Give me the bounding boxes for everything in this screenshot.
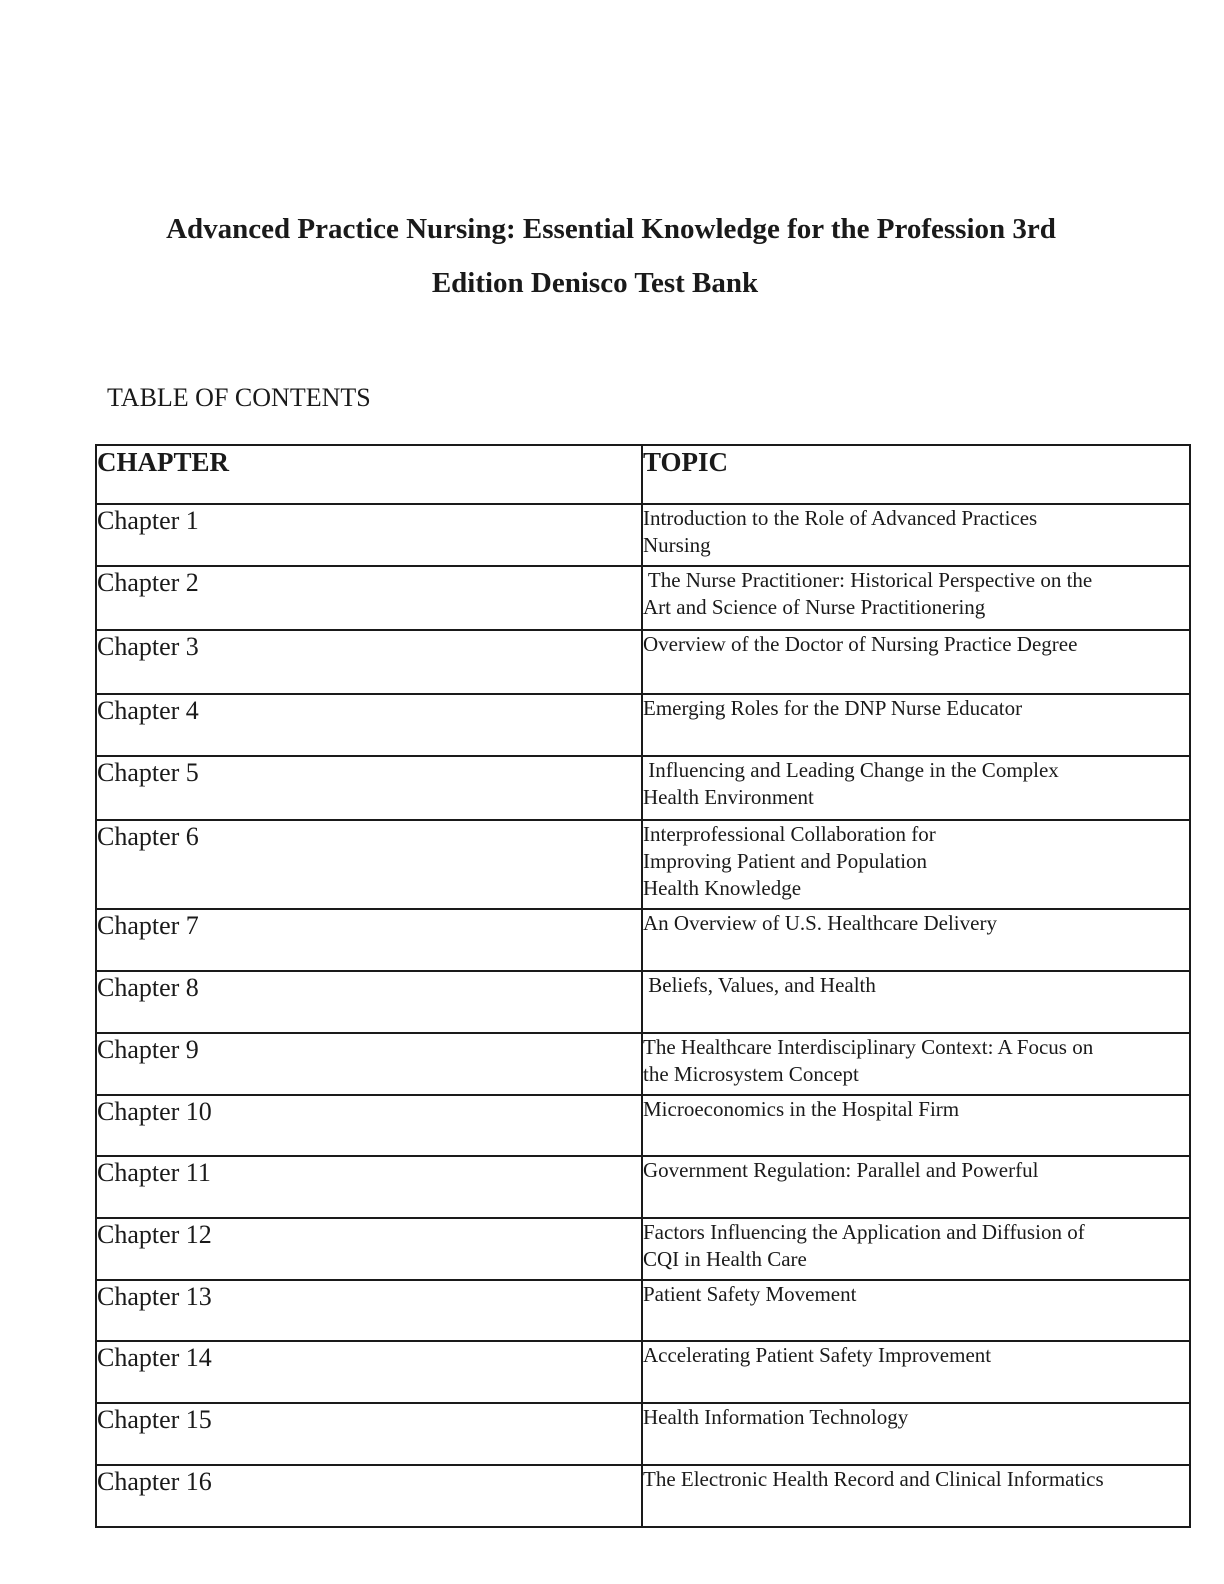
chapter-cell: Chapter 5 bbox=[96, 756, 642, 820]
chapter-cell: Chapter 8 bbox=[96, 971, 642, 1033]
topic-cell: Introduction to the Role of Advanced Practices Nursing bbox=[642, 504, 1190, 566]
topic-cell: Factors Influencing the Application and Diffusion of CQI in Health Care bbox=[642, 1218, 1190, 1280]
chapter-cell: Chapter 15 bbox=[96, 1403, 642, 1465]
toc-table bbox=[95, 444, 1191, 1528]
table-row bbox=[96, 1403, 1190, 1465]
document-title-line-1: Advanced Practice Nursing: Essential Knowledge for the Profession 3rd bbox=[166, 213, 1056, 245]
header-topic: TOPIC bbox=[642, 445, 1190, 504]
topic-cell: Beliefs, Values, and Health bbox=[642, 971, 1190, 1033]
table-row bbox=[96, 694, 1190, 756]
topic-cell: Emerging Roles for the DNP Nurse Educator bbox=[642, 694, 1190, 756]
toc-heading: TABLE OF CONTENTS bbox=[107, 383, 371, 412]
chapter-cell: Chapter 12 bbox=[96, 1218, 642, 1280]
chapter-cell: Chapter 3 bbox=[96, 630, 642, 694]
topic-cell: The Healthcare Interdisciplinary Context: A Focus on the Microsystem Concept bbox=[642, 1033, 1190, 1095]
topic-cell: Government Regulation: Parallel and Powerful bbox=[642, 1156, 1190, 1218]
table-row bbox=[96, 1341, 1190, 1403]
table-row bbox=[96, 971, 1190, 1033]
topic-cell: The Nurse Practitioner: Historical Perspective on the Art and Science of Nurse Practitionering bbox=[642, 566, 1190, 630]
chapter-cell: Chapter 2 bbox=[96, 566, 642, 630]
toc-header-row bbox=[96, 445, 1190, 504]
topic-cell: The Electronic Health Record and Clinical Informatics bbox=[642, 1465, 1190, 1527]
table-row bbox=[96, 1156, 1190, 1218]
chapter-cell: Chapter 16 bbox=[96, 1465, 642, 1527]
table-row bbox=[96, 630, 1190, 694]
chapter-cell: Chapter 14 bbox=[96, 1341, 642, 1403]
table-row bbox=[96, 504, 1190, 566]
topic-cell: An Overview of U.S. Healthcare Delivery bbox=[642, 909, 1190, 971]
header-chapter: CHAPTER bbox=[96, 445, 642, 504]
table-row bbox=[96, 1218, 1190, 1280]
chapter-cell: Chapter 10 bbox=[96, 1095, 642, 1156]
toc-body bbox=[96, 504, 1190, 1527]
table-row bbox=[96, 566, 1190, 630]
chapter-cell: Chapter 6 bbox=[96, 820, 642, 909]
topic-cell: Accelerating Patient Safety Improvement bbox=[642, 1341, 1190, 1403]
table-row bbox=[96, 909, 1190, 971]
chapter-cell: Chapter 9 bbox=[96, 1033, 642, 1095]
chapter-cell: Chapter 1 bbox=[96, 504, 642, 566]
topic-cell: Influencing and Leading Change in the Complex Health Environment bbox=[642, 756, 1190, 820]
chapter-cell: Chapter 7 bbox=[96, 909, 642, 971]
chapter-cell: Chapter 13 bbox=[96, 1280, 642, 1341]
chapter-cell: Chapter 4 bbox=[96, 694, 642, 756]
topic-cell: Microeconomics in the Hospital Firm bbox=[642, 1095, 1190, 1156]
table-row bbox=[96, 1280, 1190, 1341]
table-row bbox=[96, 756, 1190, 820]
topic-cell: Overview of the Doctor of Nursing Practice Degree bbox=[642, 630, 1190, 694]
chapter-cell: Chapter 11 bbox=[96, 1156, 642, 1218]
table-row bbox=[96, 1033, 1190, 1095]
document-title-line-2: Edition Denisco Test Bank bbox=[431, 267, 759, 299]
topic-cell: Patient Safety Movement bbox=[642, 1280, 1190, 1341]
table-row bbox=[96, 1095, 1190, 1156]
table-row bbox=[96, 1465, 1190, 1527]
table-row bbox=[96, 820, 1190, 909]
topic-cell: Interprofessional Collaboration for Improving Patient and Population Health Knowledge bbox=[642, 820, 1190, 909]
topic-cell: Health Information Technology bbox=[642, 1403, 1190, 1465]
